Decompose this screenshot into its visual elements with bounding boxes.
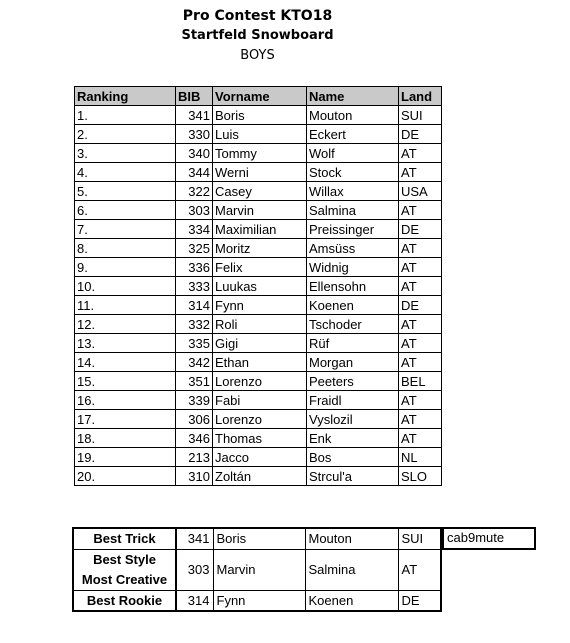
cell-first: Gigi bbox=[213, 334, 307, 353]
cell-last: Amsüss bbox=[307, 239, 399, 258]
cell-land: AT bbox=[399, 353, 442, 372]
cell-first: Tommy bbox=[213, 144, 307, 163]
cell-rank: 2. bbox=[75, 125, 176, 144]
best-style-first: Marvin bbox=[213, 549, 305, 590]
table-row bbox=[75, 448, 442, 467]
best-style-last: Salmina bbox=[305, 549, 398, 590]
cell-first: Lorenzo bbox=[213, 372, 307, 391]
cell-rank: 6. bbox=[75, 201, 176, 220]
cell-last: Mouton bbox=[307, 106, 399, 125]
best-rookie-land: DE bbox=[398, 590, 441, 611]
cell-first: Marvin bbox=[213, 201, 307, 220]
table-row bbox=[75, 239, 442, 258]
cell-last: Willax bbox=[307, 182, 399, 201]
cell-rank: 1. bbox=[75, 106, 176, 125]
cell-rank: 18. bbox=[75, 429, 176, 448]
cell-first: Maximilian bbox=[213, 220, 307, 239]
cell-land: AT bbox=[399, 391, 442, 410]
table-row bbox=[75, 429, 442, 448]
cell-first: Ethan bbox=[213, 353, 307, 372]
cell-last: Preissinger bbox=[307, 220, 399, 239]
cell-bib: 339 bbox=[176, 391, 213, 410]
cell-rank: 7. bbox=[75, 220, 176, 239]
best-style-row bbox=[73, 549, 441, 590]
cell-rank: 5. bbox=[75, 182, 176, 201]
table-row bbox=[75, 391, 442, 410]
title-block bbox=[130, 6, 385, 66]
cell-bib: 303 bbox=[176, 201, 213, 220]
best-style-bib: 303 bbox=[176, 549, 213, 590]
best-trick-row bbox=[73, 528, 441, 549]
cell-rank: 15. bbox=[75, 372, 176, 391]
best-trick-first: Boris bbox=[213, 528, 305, 549]
cell-first: Felix bbox=[213, 258, 307, 277]
cell-last: Rüf bbox=[307, 334, 399, 353]
cell-rank: 11. bbox=[75, 296, 176, 315]
table-row bbox=[75, 353, 442, 372]
col-bib: BIB bbox=[176, 87, 213, 106]
table-row bbox=[75, 296, 442, 315]
cell-land: USA bbox=[399, 182, 442, 201]
cell-bib: 344 bbox=[176, 163, 213, 182]
cell-bib: 310 bbox=[176, 467, 213, 486]
category-label: BOYS bbox=[240, 48, 275, 63]
table-row bbox=[75, 106, 442, 125]
cell-last: Widnig bbox=[307, 258, 399, 277]
cell-rank: 14. bbox=[75, 353, 176, 372]
cell-last: Morgan bbox=[307, 353, 399, 372]
cell-bib: 306 bbox=[176, 410, 213, 429]
col-ranking: Ranking bbox=[75, 87, 176, 106]
cell-bib: 351 bbox=[176, 372, 213, 391]
contest-subtitle: Startfeld Snowboard bbox=[181, 28, 334, 43]
table-row bbox=[75, 315, 442, 334]
best-trick-last: Mouton bbox=[305, 528, 398, 549]
best-style-label-1: Best Style bbox=[93, 551, 156, 567]
best-trick-bib: 341 bbox=[176, 528, 213, 549]
cell-rank: 8. bbox=[75, 239, 176, 258]
cell-bib: 314 bbox=[176, 296, 213, 315]
cell-first: Boris bbox=[213, 106, 307, 125]
cell-last: Strcul'a bbox=[307, 467, 399, 486]
cell-first: Thomas bbox=[213, 429, 307, 448]
cell-land: AT bbox=[399, 429, 442, 448]
cell-rank: 19. bbox=[75, 448, 176, 467]
best-style-land: AT bbox=[398, 549, 441, 590]
cell-first: Fabi bbox=[213, 391, 307, 410]
cell-first: Luukas bbox=[213, 277, 307, 296]
cell-bib: 341 bbox=[176, 106, 213, 125]
cell-first: Moritz bbox=[213, 239, 307, 258]
cell-bib: 213 bbox=[176, 448, 213, 467]
header-row bbox=[75, 87, 442, 106]
cell-land: AT bbox=[399, 410, 442, 429]
cell-land: AT bbox=[399, 258, 442, 277]
cell-rank: 4. bbox=[75, 163, 176, 182]
table-row bbox=[75, 372, 442, 391]
cell-last: Fraidl bbox=[307, 391, 399, 410]
cell-land: AT bbox=[399, 163, 442, 182]
col-land: Land bbox=[399, 87, 442, 106]
cell-bib: 346 bbox=[176, 429, 213, 448]
cell-last: Stock bbox=[307, 163, 399, 182]
cell-bib: 340 bbox=[176, 144, 213, 163]
table-row bbox=[75, 125, 442, 144]
cell-last: Wolf bbox=[307, 144, 399, 163]
ranking-table bbox=[74, 86, 442, 486]
cell-land: AT bbox=[399, 239, 442, 258]
cell-land: SLO bbox=[399, 467, 442, 486]
cell-land: AT bbox=[399, 277, 442, 296]
cell-land: DE bbox=[399, 220, 442, 239]
best-style-label-2: Most Creative bbox=[81, 571, 168, 587]
cell-last: Peeters bbox=[307, 372, 399, 391]
table-row bbox=[75, 144, 442, 163]
cell-bib: 334 bbox=[176, 220, 213, 239]
best-rookie-label: Best Rookie bbox=[73, 590, 176, 611]
cell-land: AT bbox=[399, 334, 442, 353]
cell-last: Koenen bbox=[307, 296, 399, 315]
cell-land: SUI bbox=[399, 106, 442, 125]
cell-first: Roli bbox=[213, 315, 307, 334]
cell-bib: 325 bbox=[176, 239, 213, 258]
cell-last: Tschoder bbox=[307, 315, 399, 334]
table-row bbox=[75, 467, 442, 486]
cell-land: BEL bbox=[399, 372, 442, 391]
cell-rank: 17. bbox=[75, 410, 176, 429]
cell-bib: 342 bbox=[176, 353, 213, 372]
cell-last: Ellensohn bbox=[307, 277, 399, 296]
best-trick-land: SUI bbox=[398, 528, 441, 549]
best-trick-name: cab9mute bbox=[442, 527, 536, 550]
cell-rank: 13. bbox=[75, 334, 176, 353]
cell-first: Casey bbox=[213, 182, 307, 201]
cell-last: Salmina bbox=[307, 201, 399, 220]
col-name: Name bbox=[307, 87, 399, 106]
cell-rank: 12. bbox=[75, 315, 176, 334]
best-rookie-last: Koenen bbox=[305, 590, 398, 611]
cell-first: Fynn bbox=[213, 296, 307, 315]
cell-last: Enk bbox=[307, 429, 399, 448]
cell-bib: 330 bbox=[176, 125, 213, 144]
cell-bib: 332 bbox=[176, 315, 213, 334]
cell-rank: 20. bbox=[75, 467, 176, 486]
cell-rank: 16. bbox=[75, 391, 176, 410]
cell-bib: 335 bbox=[176, 334, 213, 353]
cell-first: Jacco bbox=[213, 448, 307, 467]
cell-last: Bos bbox=[307, 448, 399, 467]
cell-land: DE bbox=[399, 125, 442, 144]
cell-land: DE bbox=[399, 296, 442, 315]
table-row bbox=[75, 220, 442, 239]
cell-land: AT bbox=[399, 144, 442, 163]
best-rookie-bib: 314 bbox=[176, 590, 213, 611]
table-row bbox=[75, 334, 442, 353]
cell-last: Eckert bbox=[307, 125, 399, 144]
table-row bbox=[75, 258, 442, 277]
table-row bbox=[75, 201, 442, 220]
cell-rank: 10. bbox=[75, 277, 176, 296]
cell-land: AT bbox=[399, 201, 442, 220]
cell-land: AT bbox=[399, 315, 442, 334]
table-row bbox=[75, 163, 442, 182]
cell-land: NL bbox=[399, 448, 442, 467]
table-row bbox=[75, 410, 442, 429]
table-row bbox=[75, 277, 442, 296]
contest-title: Pro Contest KTO18 bbox=[182, 8, 333, 24]
col-vorname: Vorname bbox=[213, 87, 307, 106]
cell-rank: 3. bbox=[75, 144, 176, 163]
cell-first: Luis bbox=[213, 125, 307, 144]
best-rookie-first: Fynn bbox=[213, 590, 305, 611]
cell-bib: 336 bbox=[176, 258, 213, 277]
cell-first: Zoltán bbox=[213, 467, 307, 486]
table-row bbox=[75, 182, 442, 201]
cell-first: Werni bbox=[213, 163, 307, 182]
cell-rank: 9. bbox=[75, 258, 176, 277]
cell-first: Lorenzo bbox=[213, 410, 307, 429]
best-rookie-row bbox=[73, 590, 441, 611]
best-style-label bbox=[73, 549, 176, 590]
cell-bib: 322 bbox=[176, 182, 213, 201]
cell-last: Vyslozil bbox=[307, 410, 399, 429]
best-trick-label: Best Trick bbox=[73, 528, 176, 549]
awards-table bbox=[72, 527, 442, 612]
cell-bib: 333 bbox=[176, 277, 213, 296]
